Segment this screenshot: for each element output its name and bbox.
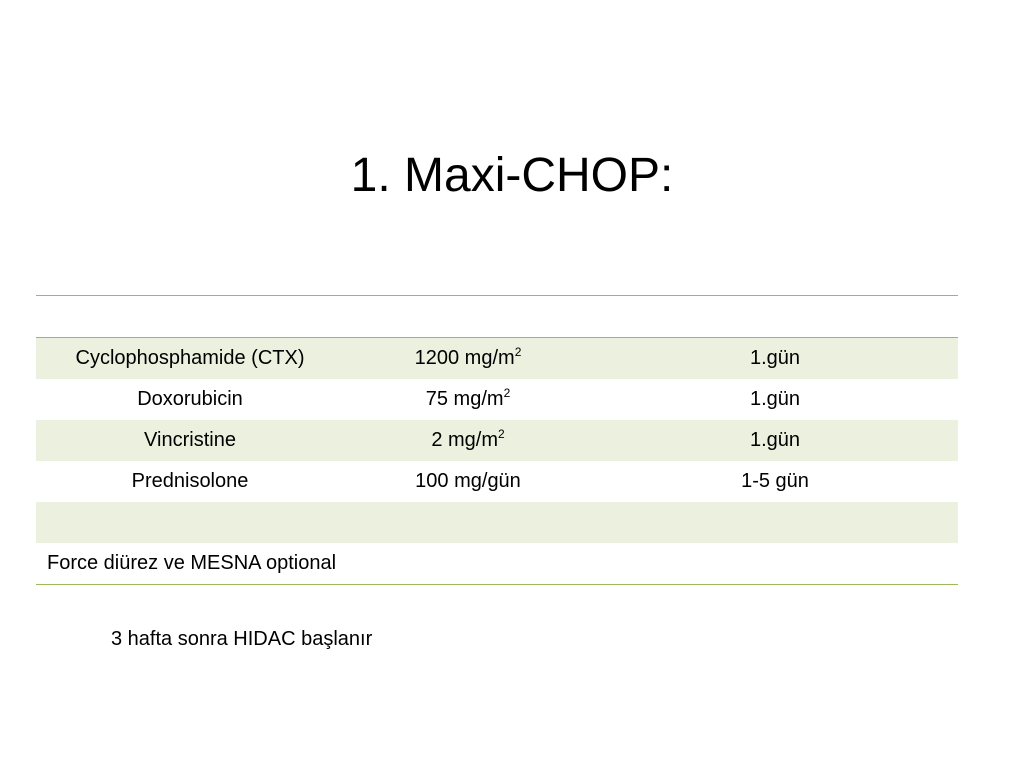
footnote: 3 hafta sonra HIDAC başlanır [111,628,373,650]
drug-cell: Doxorubicin [137,388,243,410]
regimen-table [36,295,958,585]
dose-cell [344,420,592,461]
dose-cell [344,379,592,420]
table-header-row [36,296,958,338]
dose-exponent: 2 [503,386,511,400]
drug-cell: Cyclophosphamide (CTX) [36,338,344,380]
dose-value: 1200 mg/m [414,347,515,369]
drug-cell: Vincristine [36,420,344,461]
drug-cell: Prednisolone [131,470,249,492]
table-row [36,420,958,461]
dose-exponent: 2 [514,345,522,359]
empty-row [36,502,958,543]
header-cell [592,296,958,338]
day-cell: 1-5 gün [741,470,809,492]
day-cell: 1.gün [749,388,801,410]
note-cell: Force diürez ve MESNA optional [47,552,337,574]
table-row [36,338,958,380]
header-cell [344,296,592,338]
header-cell [36,296,344,338]
dose-value: 2 mg/m [431,429,498,451]
dose-exponent: 2 [498,427,505,441]
dose-cell [344,338,592,380]
dose-value: 75 mg/m [425,388,504,410]
dose-cell: 100 mg/gün [415,470,521,492]
day-cell: 1.gün [592,420,958,461]
note-row [36,543,958,585]
slide-title: 1. Maxi-CHOP: [350,149,674,202]
table-row [36,461,958,502]
table-row [36,379,958,420]
day-cell: 1.gün [592,338,958,380]
